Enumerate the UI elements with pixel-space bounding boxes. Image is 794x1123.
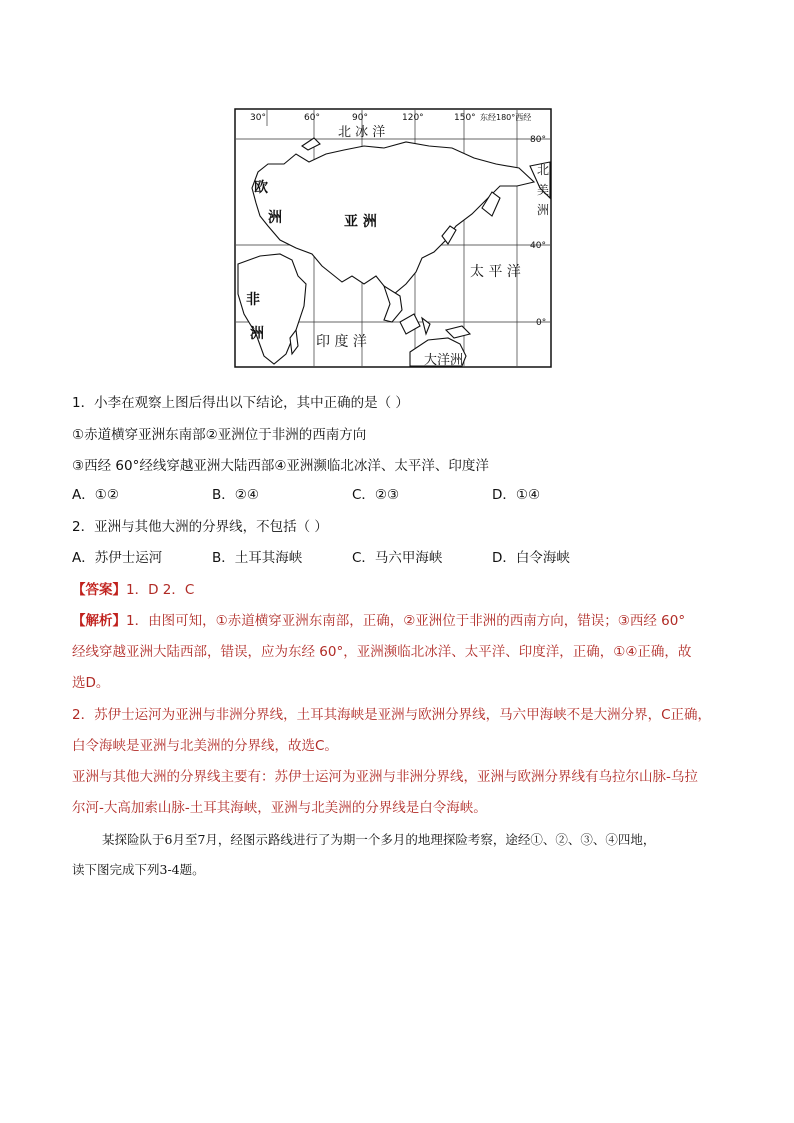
q2-option-b[interactable]: B．土耳其海峡 [212,550,303,566]
label-asia: 亚 洲 [344,214,377,230]
q1-option-b[interactable]: B．②④ [212,487,259,503]
analysis-tag: 【解析】 [72,613,126,629]
q1-stem: 1．小李在观察上图后得出以下结论，其中正确的是（ ） [72,395,409,411]
q2-option-c[interactable]: C．马六甲海峡 [352,550,443,566]
q1-statement-line1: ①赤道横穿亚洲东南部②亚洲位于非洲的西南方向 [72,427,367,443]
analysis-text-1: 1．由图可知，①赤道横穿亚洲东南部，正确，②亚洲位于非洲的西南方向，错误；③西经 60° [126,613,686,629]
label-europe-2: 洲 [268,210,282,226]
analysis-line6: 亚洲与其他大洲的分界线主要有：苏伊士运河为亚洲与非洲分界线，亚洲与欧洲分界线有乌拉尔山脉-乌拉 [72,769,698,785]
lon-label-60: 60° [304,113,320,123]
asia-map-figure [234,108,552,368]
q1-option-d[interactable]: D．①④ [492,487,541,503]
q2-stem: 2．亚洲与其他大洲的分界线，不包括（ ） [72,519,328,535]
label-na-2: 美 [537,183,550,197]
next-intro-line1: 某探险队于6月至7月，经图示路线进行了为期一个多月的地理探险考察，途经①、②、③、④四地， [102,832,656,847]
label-pacific-ocean: 太 平 洋 [470,264,521,280]
q2-option-a[interactable]: A．苏伊士运河 [72,550,163,566]
next-intro-line2: 读下图完成下列3-4题。 [72,862,205,877]
lon-label-150: 150° [454,113,476,123]
q2-option-d[interactable]: D．白令海峡 [492,550,570,566]
lon-label-120: 120° [402,113,424,123]
analysis-line4: 2．苏伊士运河为亚洲与非洲分界线，土耳其海峡是亚洲与欧洲分界线，马六甲海峡不是大洲分界，C正确， [72,707,712,723]
answer-text: 1．D 2．C [126,582,195,598]
analysis-line3: 选D。 [72,675,110,691]
label-indian-ocean: 印 度 洋 [316,334,367,350]
label-na-1: 北 [537,163,550,177]
analysis-line1 [72,612,685,630]
lat-label-80: 80° [530,135,546,145]
asia-map [234,108,552,368]
analysis-line7: 尔河-大高加索山脉-土耳其海峡，亚洲与北美洲的分界线是白令海峡。 [72,800,487,816]
lon-label-30: 30° [250,113,266,123]
label-na-3: 洲 [537,203,550,217]
label-europe: 欧 [254,180,268,196]
q1-option-a[interactable]: A．①② [72,487,119,503]
answer-tag: 【答案】 [72,582,126,598]
lat-label-0: 0° [536,318,547,328]
lon-label-90: 90° [352,113,368,123]
q1-option-c[interactable]: C．②③ [352,487,400,503]
label-africa: 非 [246,292,260,308]
analysis-line5: 白令海峡是亚洲与北美洲的分界线，故选C。 [72,738,338,754]
lat-label-40: 40° [530,241,546,251]
answer-line [72,581,194,599]
label-oceania: 大洋洲 [424,353,464,368]
q1-statement-line2: ③西经 60°经线穿越亚洲大陆西部④亚洲濒临北冰洋、太平洋、印度洋 [72,458,489,474]
lon-label-180: 东经180°西经 [480,113,532,122]
label-arctic-ocean: 北 冰 洋 [338,125,386,140]
analysis-line2: 经线穿越亚洲大陆西部，错误，应为东经 60°，亚洲濒临北冰洋、太平洋、印度洋，正确，①④正确，故 [72,644,692,660]
label-africa-2: 洲 [250,326,264,342]
